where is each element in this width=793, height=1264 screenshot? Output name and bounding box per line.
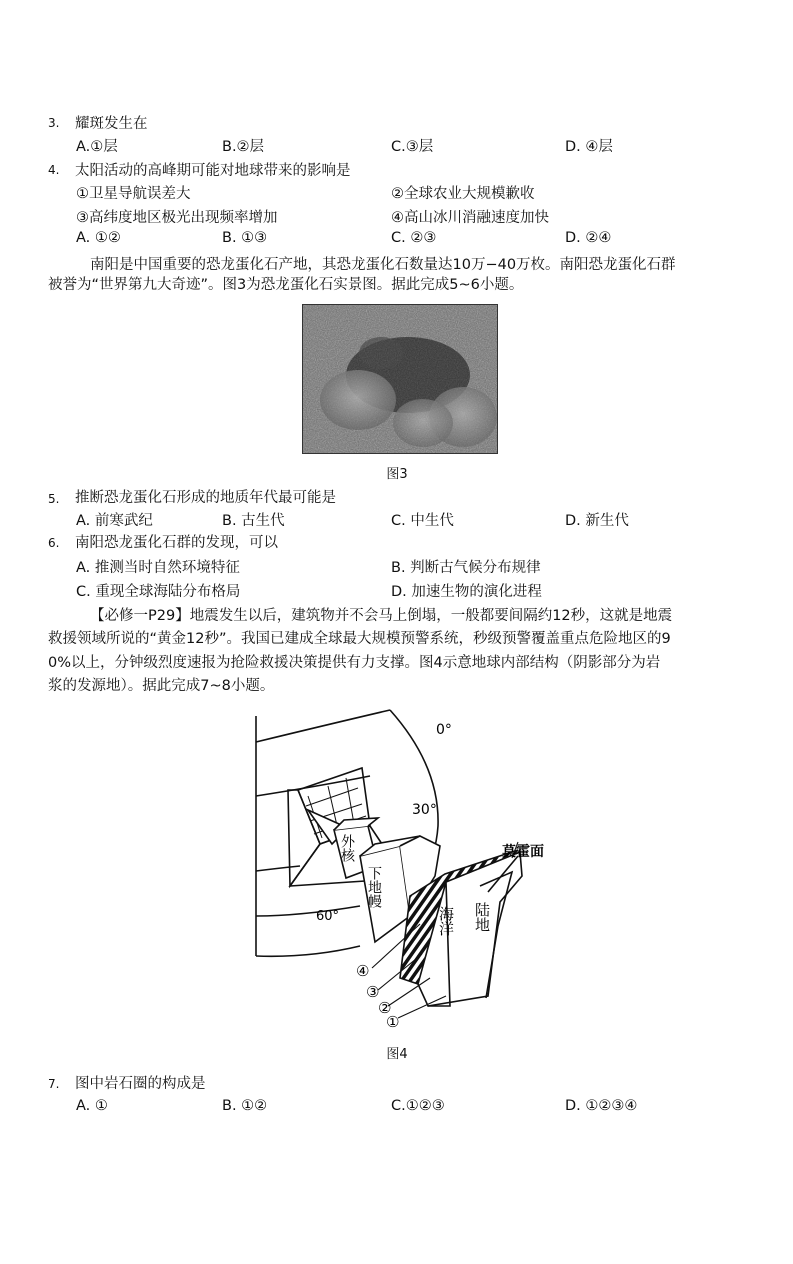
circled-4-label: ④ (356, 962, 370, 980)
q3-option-a: A.①层 (76, 139, 118, 155)
q7-option-d: D. ①②③④ (565, 1098, 638, 1114)
land-label: 陆地 (473, 902, 491, 932)
q3-number: 3. (48, 116, 60, 130)
q5-option-c: C. 中生代 (391, 513, 454, 529)
q4-option-c: C. ②③ (391, 230, 437, 246)
q5-number: 5. (48, 492, 60, 506)
q7-option-a: A. ① (76, 1098, 108, 1114)
q4-item-3: ③高纬度地区极光出现频率增加 (76, 210, 278, 226)
intro78-line3: 0%以上，分钟级烈度速报为抢险救援决策提供有力支撑。图4示意地球内部结构（阴影部分为岩 (48, 655, 661, 671)
q7-stem: 图中岩石圈的构成是 (75, 1076, 206, 1092)
figure3-caption: 图3 (386, 467, 408, 482)
q4-item-1: ①卫星导航误差大 (76, 186, 191, 202)
ocean-label: 海洋 (437, 906, 455, 936)
q6-option-d: D. 加速生物的演化进程 (391, 584, 542, 600)
q5-option-b: B. 古生代 (222, 513, 285, 529)
circled-2-label: ② (378, 999, 392, 1017)
q3-option-b: B.②层 (222, 139, 265, 155)
q7-number: 7. (48, 1077, 60, 1091)
intro56-line2: 被誉为“世界第九大奇迹”。图3为恐龙蛋化石实景图。据此完成5~6小题。 (48, 277, 524, 293)
intro78-line4: 浆的发源地）。据此完成7~8小题。 (48, 678, 275, 694)
q7-option-b: B. ①② (222, 1098, 268, 1114)
q3-option-c: C.③层 (391, 139, 434, 155)
q6-number: 6. (48, 536, 60, 550)
outer-core-label: 外核 (339, 834, 355, 862)
moho-label: 莫霍面 (502, 844, 544, 860)
q6-stem: 南阳恐龙蛋化石群的发现，可以 (75, 535, 278, 551)
q5-option-d: D. 新生代 (565, 513, 629, 529)
q5-stem: 推断恐龙蛋化石形成的地质年代最可能是 (75, 490, 336, 506)
intro56-line1: 南阳是中国重要的恐龙蛋化石产地，其恐龙蛋化石数量达10万−40万枚。南阳恐龙蛋化石群 (90, 257, 676, 273)
q3-option-d: D. ④层 (565, 139, 613, 155)
q4-option-a: A. ①② (76, 230, 121, 246)
q4-number: 4. (48, 163, 60, 177)
lower-mantle-label: 下地幔 (366, 866, 382, 908)
q4-item-4: ④高山冰川消融速度加快 (391, 210, 549, 226)
q6-option-c: C. 重现全球海陆分布格局 (76, 584, 241, 600)
q4-option-d: D. ②④ (565, 230, 612, 246)
q3-stem: 耀斑发生在 (75, 116, 148, 132)
circled-3-label: ③ (366, 983, 380, 1001)
q4-item-2: ②全球农业大规模歉收 (391, 186, 535, 202)
intro78-line1: 【必修一P29】地震发生以后，建筑物并不会马上倒塌，一般都要间隔约12秒，这就是地震 (90, 608, 673, 624)
q4-stem: 太阳活动的高峰期可能对地球带来的影响是 (75, 163, 351, 179)
dinosaur-egg-fossil-photo (302, 304, 498, 454)
q5-option-a: A. 前寒武纪 (76, 513, 153, 529)
earth-interior-diagram (250, 706, 560, 1036)
q6-option-a: A. 推测当时自然环境特征 (76, 560, 240, 576)
latitude-60-label: 60° (316, 909, 340, 924)
circled-1-label: ① (386, 1013, 400, 1031)
latitude-30-label: 30° (412, 802, 437, 818)
intro78-line2: 救援领域所说的“黄金12秒”。我国已建成全球最大规模预警系统，秒级预警覆盖重点危险地区的9 (48, 631, 671, 647)
latitude-0-label: 0° (436, 722, 452, 738)
q6-option-b: B. 判断古气候分布规律 (391, 560, 541, 576)
q7-option-c: C.①②③ (391, 1098, 445, 1114)
q4-option-b: B. ①③ (222, 230, 268, 246)
figure4-caption: 图4 (386, 1047, 408, 1062)
